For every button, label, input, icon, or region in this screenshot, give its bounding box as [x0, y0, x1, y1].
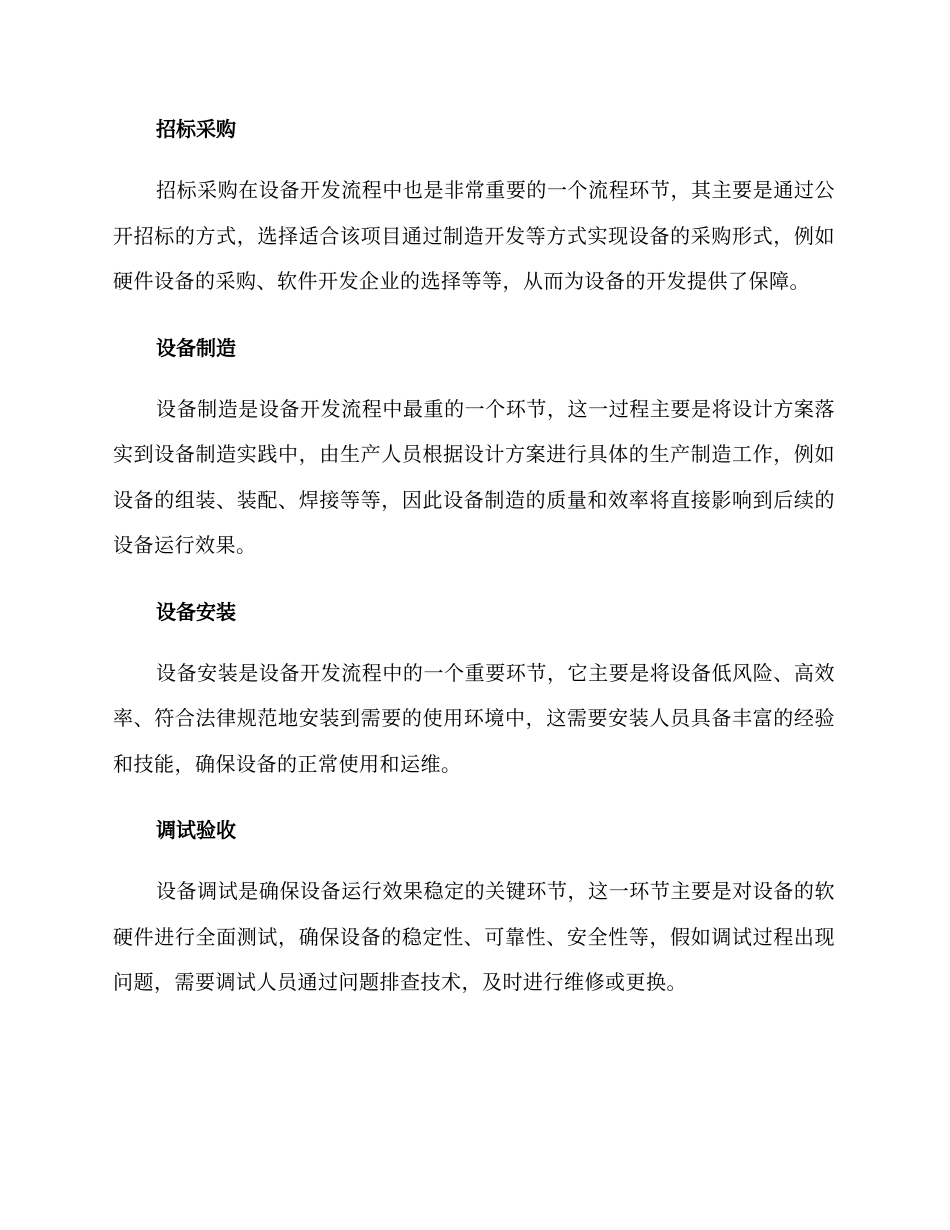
section-procurement	[113, 112, 835, 331]
section-manufacturing	[113, 331, 835, 595]
section-heading: 设备制造	[156, 335, 236, 360]
section-heading: 设备安装	[156, 599, 236, 624]
section-paragraph: 设备安装是设备开发流程中的一个重要环节，它主要是将设备低风险、高效率、符合法律规范地安装到需要的使用环境中，这需要安装人员具备丰富的经验和技能，确保设备的正常使用和运维。	[113, 660, 835, 776]
section-heading: 调试验收	[156, 818, 236, 842]
section-paragraph: 设备制造是设备开发流程中最重的一个环节，这一过程主要是将设计方案落实到设备制造实践中，由生产人员根据设计方案进行具体的生产制造工作，例如设备的组装、装配、焊接等等，因此设备制造的质量和效率将直接影响到后续的设备运行效果。	[113, 396, 835, 557]
section-paragraph: 设备调试是确保设备运行效果稳定的关键环节，这一环节主要是对设备的软硬件进行全面测试，确保设备的稳定性、可靠性、安全性等，假如调试过程出现问题，需要调试人员通过问题排查技术，及时进行维修或更换。	[113, 879, 835, 994]
section-commissioning	[113, 813, 835, 1006]
section-installation	[113, 595, 835, 814]
section-paragraph: 招标采购在设备开发流程中也是非常重要的一个流程环节，其主要是通过公开招标的方式，选择适合该项目通过制造开发等方式实现设备的采购形式，例如硬件设备的采购、软件开发企业的选择等等，从而为设备的开发提供了保障。	[113, 178, 835, 293]
document-body	[113, 112, 835, 1006]
section-heading: 招标采购	[156, 117, 236, 141]
